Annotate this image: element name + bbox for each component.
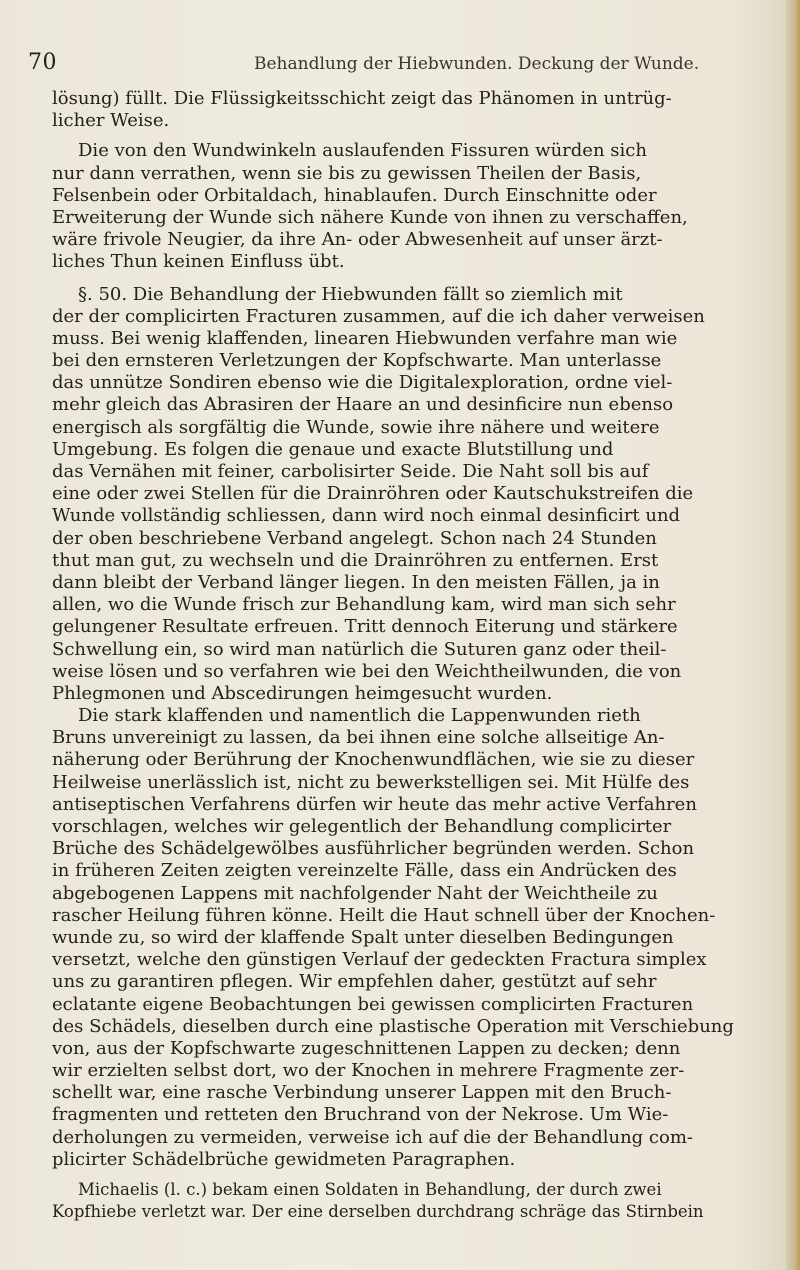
- text-line: derholungen zu vermeiden, verweise ich auf die der Behandlung com-: [52, 1126, 693, 1148]
- paragraph-5-case-note: [52, 1179, 782, 1223]
- text-line: das Vernähen mit feiner, carbolisirter Seide. Die Naht soll bis auf: [52, 461, 649, 482]
- text-line: antiseptischen Verfahrens dürfen wir heute das mehr active Verfahren: [52, 793, 697, 815]
- text-line: Phlegmonen und Abscedirungen heimgesucht wurden.: [52, 682, 553, 704]
- page-number: 70: [28, 50, 57, 75]
- text-line: gelungener Resultate erfreuen. Tritt dennoch Eiterung und stärkere: [52, 616, 678, 638]
- text-line: rascher Heilung führen könne. Heilt die Haut schnell über der Knochen-: [52, 904, 716, 926]
- text-line: mehr gleich das Abrasiren der Haare an und desinficire nun ebenso: [52, 394, 674, 416]
- text-line: des Schädels, dieselben durch eine plastische Operation mit Verschiebung: [52, 1015, 734, 1037]
- text-line: energisch als sorgfältig die Wunde, sowie ihre nähere und weitere: [52, 416, 660, 438]
- text-line: Michaelis (l. c.) bekam einen Soldaten in Behandlung, der durch zwei: [78, 1180, 662, 1199]
- text-line: Schwellung ein, so wird man natürlich die Suturen ganz oder theil-: [52, 638, 667, 660]
- text-line: Bruns unvereinigt zu lassen, da bei ihnen eine solche allseitige An-: [52, 727, 665, 749]
- text-line: Kopfhiebe verletzt war. Der eine derselben durchdrang schräge das Stirnbein: [52, 1202, 704, 1222]
- text-line: licher Weise.: [52, 110, 170, 132]
- section-heading-line: §. 50. Die Behandlung der Hiebwunden fällt so ziemlich mit: [78, 283, 623, 305]
- text-line: liches Thun keinen Einfluss übt.: [52, 251, 345, 273]
- paragraph-1: [52, 88, 782, 132]
- text-line: wunde zu, so wird der klaffende Spalt unter dieselben Bedingungen: [52, 926, 674, 948]
- text-line: muss. Bei wenig klaffenden, linearen Hiebwunden verfahre man wie: [52, 327, 678, 349]
- text-line: bei den ernsteren Verletzungen der Kopfschwarte. Man unterlasse: [52, 350, 662, 372]
- text-line: plicirter Schädelbrüche gewidmeten Paragraphen.: [52, 1148, 516, 1170]
- text-line: dann bleibt der Verband länger liegen. In den meisten Fällen, ja in: [52, 571, 660, 593]
- text-line: versetzt, welche den günstigen Verlauf der gedeckten Fractura simplex: [52, 949, 707, 971]
- text-line: Die von den Wundwinkeln auslaufenden Fissuren würden sich: [78, 140, 647, 162]
- paragraph-3: [52, 284, 782, 706]
- text-line: thut man gut, zu wechseln und die Drainröhren zu entfernen. Erst: [52, 549, 659, 571]
- paragraph-4: [52, 705, 782, 1171]
- running-title: Behandlung der Hiebwunden. Deckung der Wunde.: [254, 54, 700, 74]
- text-line: abgebogenen Lappens mit nachfolgender Naht der Weichtheile zu: [52, 882, 658, 904]
- text-line: nur dann verrathen, wenn sie bis zu gewissen Theilen der Basis,: [52, 162, 642, 184]
- text-line: eclatante eigene Beobachtungen bei gewissen complicirten Fracturen: [52, 993, 694, 1015]
- text-line: uns zu garantiren pflegen. Wir empfehlen daher, gestützt auf sehr: [52, 971, 657, 993]
- text-line: lösung) füllt. Die Flüssigkeitsschicht zeigt das Phänomen in untrüg-: [52, 88, 672, 109]
- text-line: fragmenten und retteten den Bruchrand von der Nekrose. Um Wie-: [52, 1104, 669, 1126]
- text-line: in früheren Zeiten zeigten vereinzelte Fälle, dass ein Andrücken des: [52, 860, 677, 882]
- text-line: Brüche des Schädelgewölbes ausführlicher begründen werden. Schon: [52, 838, 695, 860]
- text-line: Die stark klaffenden und namentlich die Lappenwunden rieth: [78, 705, 641, 727]
- text-line: näherung oder Berührung der Knochenwundflächen, wie sie zu dieser: [52, 749, 695, 771]
- page-edge-shadow: [786, 0, 800, 1270]
- text-line: Felsenbein oder Orbitaldach, hinablaufen. Durch Einschnitte oder: [52, 184, 657, 206]
- body-text: [52, 88, 782, 1223]
- text-line: wir erzielten selbst dort, wo der Knochen in mehrere Fragmente zer-: [52, 1060, 685, 1082]
- page-header: [28, 50, 768, 80]
- text-line: Umgebung. Es folgen die genaue und exacte Blutstillung und: [52, 438, 614, 460]
- text-line: schellt war, eine rasche Verbindung unserer Lappen mit den Bruch-: [52, 1082, 672, 1104]
- text-line: Erweiterung der Wunde sich nähere Kunde von ihnen zu verschaffen,: [52, 206, 688, 228]
- text-line: das unnütze Sondiren ebenso wie die Digitalexploration, ordne viel-: [52, 372, 673, 394]
- text-line: der der complicirten Fracturen zusammen, auf die ich daher verweisen: [52, 305, 705, 327]
- text-line: vorschlagen, welches wir gelegentlich der Behandlung complicirter: [52, 816, 672, 837]
- text-line: von, aus der Kopfschwarte zugeschnittenen Lappen zu decken; denn: [52, 1037, 681, 1059]
- text-line: allen, wo die Wunde frisch zur Behandlung kam, wird man sich sehr: [52, 594, 676, 616]
- text-line: wäre frivole Neugier, da ihre An- oder Abwesenheit auf unser ärzt-: [52, 229, 663, 251]
- paragraph-2: [52, 140, 782, 273]
- text-line: Heilweise unerlässlich ist, nicht zu bewerkstelligen sei. Mit Hülfe des: [52, 771, 690, 793]
- text-line: weise lösen und so verfahren wie bei den Weichtheilwunden, die von: [52, 660, 682, 682]
- text-line: der oben beschriebene Verband angelegt. Schon nach 24 Stunden: [52, 527, 657, 549]
- text-line: Wunde vollständig schliessen, dann wird noch einmal desinficirt und: [52, 505, 681, 527]
- text-line: eine oder zwei Stellen für die Drainröhren oder Kautschukstreifen die: [52, 483, 694, 505]
